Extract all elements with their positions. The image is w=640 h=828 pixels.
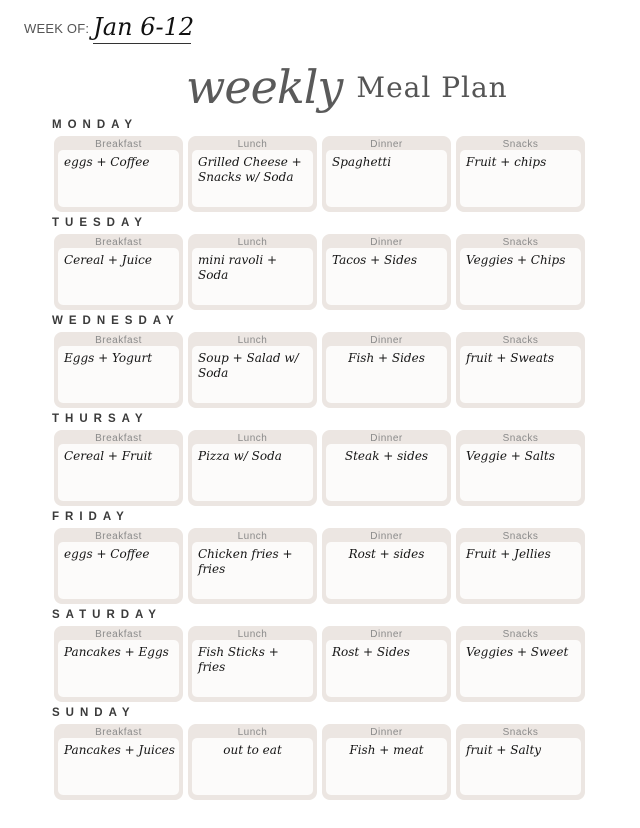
meal-cell-lunch bbox=[188, 430, 317, 506]
meal-entry-box[interactable] bbox=[58, 738, 179, 795]
day-wednesday bbox=[52, 314, 592, 380]
meal-row bbox=[54, 626, 585, 702]
meal-entry-text: Fish Sticks + fries bbox=[198, 645, 279, 674]
meal-cell-title: Lunch bbox=[237, 237, 268, 248]
meal-cell-title: Breakfast bbox=[95, 335, 142, 346]
meal-entry-text: mini ravoli + Soda bbox=[198, 253, 278, 282]
meal-entry-box[interactable] bbox=[326, 346, 447, 403]
meal-entry-text: Pizza w/ Soda bbox=[198, 449, 282, 463]
meal-entry-text: Cereal + Juice bbox=[64, 253, 152, 267]
week-of-value: Jan 6-12 bbox=[93, 13, 195, 41]
meal-entry-box[interactable] bbox=[192, 150, 313, 207]
meal-cell-snacks bbox=[456, 332, 585, 408]
meal-entry-text: fruit + Salty bbox=[466, 743, 542, 757]
meal-entry-text: Soup + Salad w/ Soda bbox=[198, 351, 299, 380]
meal-entry-box[interactable] bbox=[58, 444, 179, 501]
meal-cell-title: Dinner bbox=[370, 237, 403, 248]
meal-entry-text: Tacos + Sides bbox=[332, 253, 418, 267]
meal-cell-breakfast bbox=[54, 528, 183, 604]
meal-cell-title: Dinner bbox=[370, 335, 403, 346]
week-of bbox=[24, 10, 195, 44]
meal-entry-text: eggs + Coffee bbox=[64, 547, 150, 561]
meal-entry-text: out to eat bbox=[223, 743, 282, 757]
meal-entry-text: Fruit + Jellies bbox=[466, 547, 551, 561]
meal-entry-box[interactable] bbox=[192, 542, 313, 599]
meal-entry-text: Fish + meat bbox=[349, 743, 424, 757]
meal-cell-title: Lunch bbox=[237, 727, 268, 738]
meal-entry-box[interactable] bbox=[460, 640, 581, 697]
meal-entry-text: Fish + Sides bbox=[348, 351, 425, 365]
meal-entry-box[interactable] bbox=[326, 444, 447, 501]
meal-cell-snacks bbox=[456, 430, 585, 506]
day-label: MONDAY bbox=[52, 119, 139, 131]
meal-entry-text: fruit + Sweats bbox=[466, 351, 554, 365]
meal-entry-box[interactable] bbox=[460, 738, 581, 795]
day-label: TUESDAY bbox=[52, 217, 148, 229]
meal-cell-title: Lunch bbox=[237, 531, 268, 542]
day-friday bbox=[52, 510, 592, 576]
meal-entry-box[interactable] bbox=[460, 444, 581, 501]
meal-cell-title: Snacks bbox=[502, 433, 539, 444]
meal-row bbox=[54, 430, 585, 506]
meal-entry-box[interactable] bbox=[326, 542, 447, 599]
meal-entry-box[interactable] bbox=[326, 640, 447, 697]
page-title bbox=[186, 52, 508, 122]
meal-cell-title: Dinner bbox=[370, 433, 403, 444]
meal-row bbox=[54, 234, 585, 310]
meal-entry-box[interactable] bbox=[192, 738, 313, 795]
meal-entry-text: Spaghetti bbox=[332, 155, 392, 169]
meal-cell-title: Lunch bbox=[237, 335, 268, 346]
meal-cell-lunch bbox=[188, 724, 317, 800]
meal-cell-lunch bbox=[188, 626, 317, 702]
meal-cell-breakfast bbox=[54, 234, 183, 310]
meal-entry-box[interactable] bbox=[460, 248, 581, 305]
meal-cell-snacks bbox=[456, 626, 585, 702]
meal-cell-title: Dinner bbox=[370, 531, 403, 542]
meal-cell-title: Lunch bbox=[237, 629, 268, 640]
day-label: WEDNESDAY bbox=[52, 315, 180, 327]
meal-cell-breakfast bbox=[54, 430, 183, 506]
meal-entry-box[interactable] bbox=[192, 444, 313, 501]
week-of-field[interactable] bbox=[93, 9, 195, 44]
day-label: THURSAY bbox=[52, 413, 149, 425]
meal-cell-dinner bbox=[322, 234, 451, 310]
day-monday bbox=[52, 118, 592, 184]
meal-cell-title: Lunch bbox=[237, 139, 268, 150]
meal-entry-box[interactable] bbox=[192, 346, 313, 403]
meal-entry-box[interactable] bbox=[460, 346, 581, 403]
meal-cell-title: Snacks bbox=[502, 629, 539, 640]
meal-entry-text: Fruit + chips bbox=[466, 155, 547, 169]
meal-cell-title: Dinner bbox=[370, 139, 403, 150]
meal-entry-text: Veggie + Salts bbox=[466, 449, 555, 463]
meal-entry-box[interactable] bbox=[326, 738, 447, 795]
meal-entry-text: Chicken fries + fries bbox=[198, 547, 293, 576]
day-sunday bbox=[52, 706, 592, 757]
meal-cell-title: Breakfast bbox=[95, 433, 142, 444]
day-label: FRIDAY bbox=[52, 511, 130, 523]
day-saturday bbox=[52, 608, 592, 674]
meal-entry-box[interactable] bbox=[58, 640, 179, 697]
meal-entry-text: Veggies + Sweet bbox=[466, 645, 569, 659]
meal-entry-text: Rost + sides bbox=[348, 547, 425, 561]
meal-cell-snacks bbox=[456, 724, 585, 800]
meal-cell-title: Snacks bbox=[502, 531, 539, 542]
meal-cell-title: Snacks bbox=[502, 139, 539, 150]
meal-cell-dinner bbox=[322, 136, 451, 212]
meal-cell-title: Breakfast bbox=[95, 139, 142, 150]
meal-cell-lunch bbox=[188, 528, 317, 604]
meal-entry-box[interactable] bbox=[58, 150, 179, 207]
meal-entry-box[interactable] bbox=[460, 150, 581, 207]
meal-entry-box[interactable] bbox=[326, 248, 447, 305]
day-tuesday bbox=[52, 216, 592, 282]
meal-row bbox=[54, 332, 585, 408]
day-label: SATURDAY bbox=[52, 609, 162, 621]
meal-cell-snacks bbox=[456, 234, 585, 310]
meal-entry-text: Veggies + Chips bbox=[466, 253, 566, 267]
meal-cell-dinner bbox=[322, 430, 451, 506]
meal-row bbox=[54, 724, 585, 800]
meal-entry-box[interactable] bbox=[460, 542, 581, 599]
meal-entry-text: Rost + Sides bbox=[332, 645, 410, 659]
week-of-label: WEEK OF: bbox=[24, 21, 90, 36]
meal-cell-title: Snacks bbox=[502, 237, 539, 248]
meal-cell-snacks bbox=[456, 136, 585, 212]
meal-cell-dinner bbox=[322, 724, 451, 800]
meal-cell-title: Breakfast bbox=[95, 237, 142, 248]
meal-cell-dinner bbox=[322, 332, 451, 408]
meal-cell-breakfast bbox=[54, 136, 183, 212]
meal-entry-text: Eggs + Yogurt bbox=[64, 351, 153, 365]
title-script: weekly bbox=[186, 60, 343, 114]
meal-cell-snacks bbox=[456, 528, 585, 604]
meal-cell-breakfast bbox=[54, 724, 183, 800]
day-label: SUNDAY bbox=[52, 707, 136, 719]
meal-entry-box[interactable] bbox=[192, 640, 313, 697]
meal-entry-box[interactable] bbox=[58, 248, 179, 305]
meal-entry-box[interactable] bbox=[58, 346, 179, 403]
meal-cell-title: Dinner bbox=[370, 727, 403, 738]
meal-cell-dinner bbox=[322, 528, 451, 604]
meal-cell-breakfast bbox=[54, 626, 183, 702]
meal-cell-lunch bbox=[188, 234, 317, 310]
meal-cell-title: Breakfast bbox=[95, 531, 142, 542]
meal-row bbox=[54, 136, 585, 212]
meal-entry-text: Pancakes + Juices bbox=[64, 743, 175, 757]
meal-entry-text: Grilled Cheese + Snacks w/ Soda bbox=[198, 155, 302, 184]
meal-entry-text: Steak + sides bbox=[344, 449, 429, 463]
meal-cell-title: Snacks bbox=[502, 335, 539, 346]
meal-cell-breakfast bbox=[54, 332, 183, 408]
meal-cell-lunch bbox=[188, 332, 317, 408]
meal-entry-text: Cereal + Fruit bbox=[64, 449, 153, 463]
day-thursay bbox=[52, 412, 592, 463]
meal-entry-box[interactable] bbox=[192, 248, 313, 305]
meal-cell-title: Breakfast bbox=[95, 727, 142, 738]
title-main: Meal Plan bbox=[356, 70, 508, 104]
meal-entry-box[interactable] bbox=[326, 150, 447, 207]
meal-entry-box[interactable] bbox=[58, 542, 179, 599]
meal-entry-text: Pancakes + Eggs bbox=[64, 645, 169, 659]
meal-entry-text: eggs + Coffee bbox=[64, 155, 150, 169]
meal-cell-title: Dinner bbox=[370, 629, 403, 640]
meal-cell-title: Lunch bbox=[237, 433, 268, 444]
meal-cell-title: Breakfast bbox=[95, 629, 142, 640]
meal-cell-dinner bbox=[322, 626, 451, 702]
meal-cell-lunch bbox=[188, 136, 317, 212]
meal-cell-title: Snacks bbox=[502, 727, 539, 738]
meal-row bbox=[54, 528, 585, 604]
